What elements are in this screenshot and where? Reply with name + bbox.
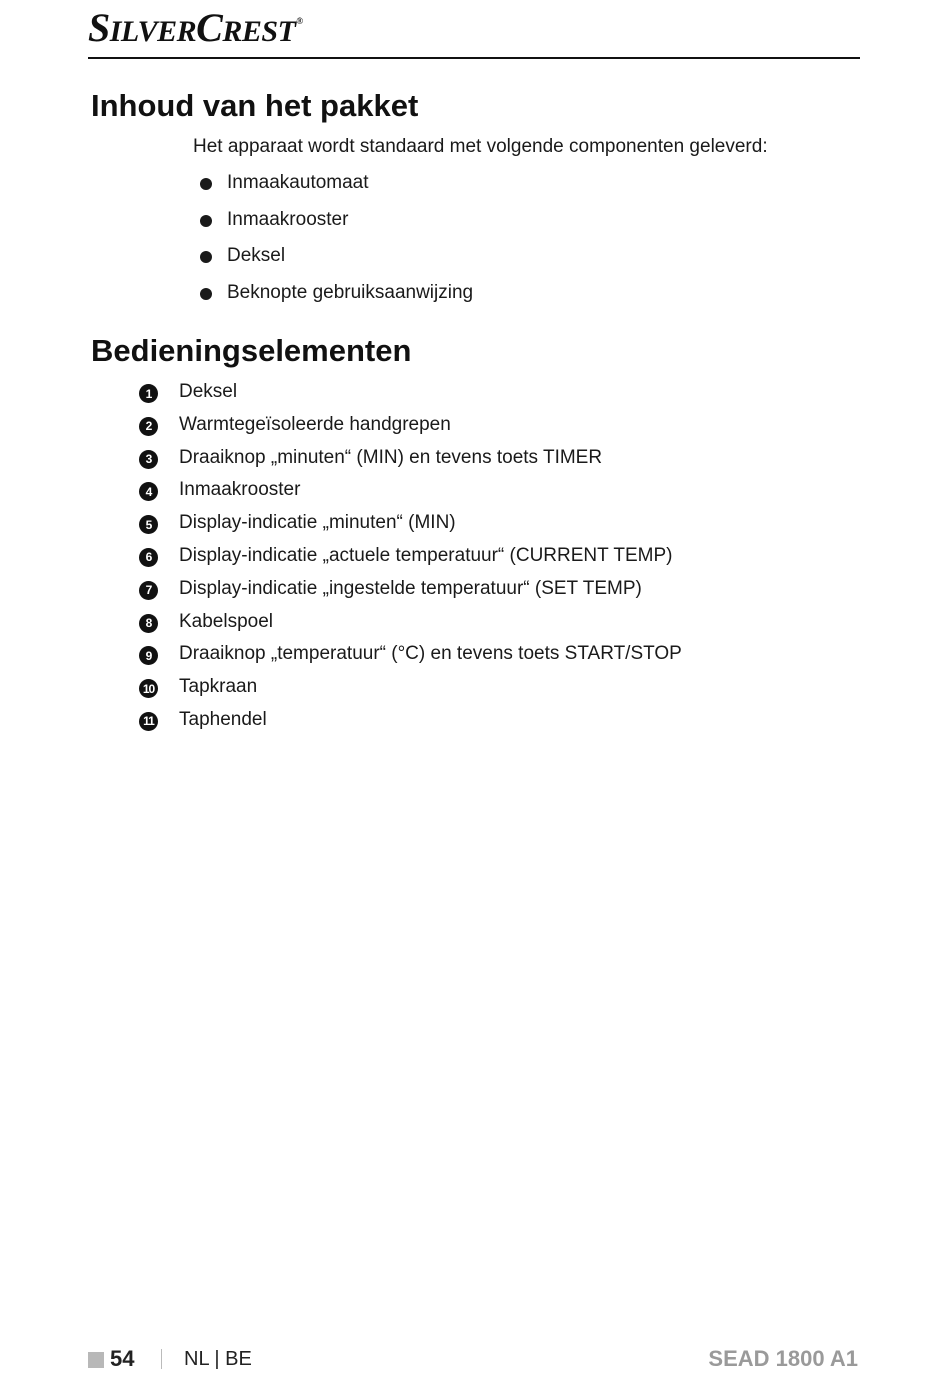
control-item xyxy=(139,643,682,676)
page-footer xyxy=(88,1346,860,1376)
number-badge-icon: 10 xyxy=(139,679,158,698)
package-contents-heading: Inhoud van het pakket xyxy=(91,88,419,123)
number-badge-icon: 8 xyxy=(139,614,158,633)
number-badge-icon: 4 xyxy=(139,482,158,501)
bullet-icon xyxy=(200,215,212,227)
list-item-label: Deksel xyxy=(227,245,286,266)
control-label: Draaiknop „minuten“ (MIN) en tevens toets TIMER xyxy=(179,446,603,468)
number-badge-icon: 6 xyxy=(139,548,158,567)
list-item xyxy=(200,172,473,209)
number-badge-icon: 3 xyxy=(139,450,158,469)
control-item xyxy=(139,512,682,545)
control-item xyxy=(139,414,682,447)
control-item xyxy=(139,447,682,480)
list-item xyxy=(200,282,473,319)
list-item-label: Inmaakautomaat xyxy=(227,172,369,193)
footer-divider xyxy=(161,1349,162,1369)
number-badge-icon: 5 xyxy=(139,515,158,534)
header-rule xyxy=(88,57,860,59)
bullet-icon xyxy=(200,251,212,263)
control-label: Display-indicatie „ingestelde temperatuur“ (SET TEMP) xyxy=(179,577,642,599)
footer-model: SEAD 1800 A1 xyxy=(708,1346,858,1371)
control-label: Inmaakrooster xyxy=(179,479,301,501)
controls-heading: Bedieningselementen xyxy=(91,333,412,368)
number-badge-icon: 9 xyxy=(139,646,158,665)
list-item-label: Inmaakrooster xyxy=(227,208,349,230)
number-badge-icon: 11 xyxy=(139,712,158,731)
control-item xyxy=(139,676,682,709)
control-label: Taphendel xyxy=(179,708,267,730)
control-item xyxy=(139,545,682,578)
footer-square-icon xyxy=(88,1352,104,1368)
number-badge-icon: 2 xyxy=(139,417,158,436)
package-intro-text: Het apparaat wordt standaard met volgende componenten geleverd: xyxy=(193,136,768,157)
control-item xyxy=(139,611,682,644)
control-label: Deksel xyxy=(179,381,238,402)
list-item xyxy=(200,209,473,246)
bullet-icon xyxy=(200,288,212,300)
control-item xyxy=(139,381,682,414)
control-item xyxy=(139,479,682,512)
number-badge-icon: 1 xyxy=(139,384,158,403)
control-label: Tapkraan xyxy=(179,676,258,698)
control-label: Kabelspoel xyxy=(179,610,274,632)
page-number: 54 xyxy=(110,1346,135,1371)
number-badge-icon: 7 xyxy=(139,581,158,600)
footer-language: NL | BE xyxy=(184,1348,252,1370)
bullet-icon xyxy=(200,178,212,190)
control-item xyxy=(139,709,682,742)
control-label: Display-indicatie „minuten“ (MIN) xyxy=(179,512,456,534)
list-item-label: Beknopte gebruiksaanwijzing xyxy=(227,281,474,303)
control-label: Warmtegeïsoleerde handgrepen xyxy=(179,413,451,435)
control-item xyxy=(139,578,682,611)
package-contents-list xyxy=(200,172,473,318)
brand-logo: SILVERCREST® xyxy=(88,5,303,50)
controls-list xyxy=(139,381,682,742)
control-label: Draaiknop „temperatuur“ (°C) en tevens toets START/STOP xyxy=(179,643,682,665)
control-label: Display-indicatie „actuele temperatuur“ (CURRENT TEMP) xyxy=(179,544,673,566)
list-item xyxy=(200,245,473,282)
